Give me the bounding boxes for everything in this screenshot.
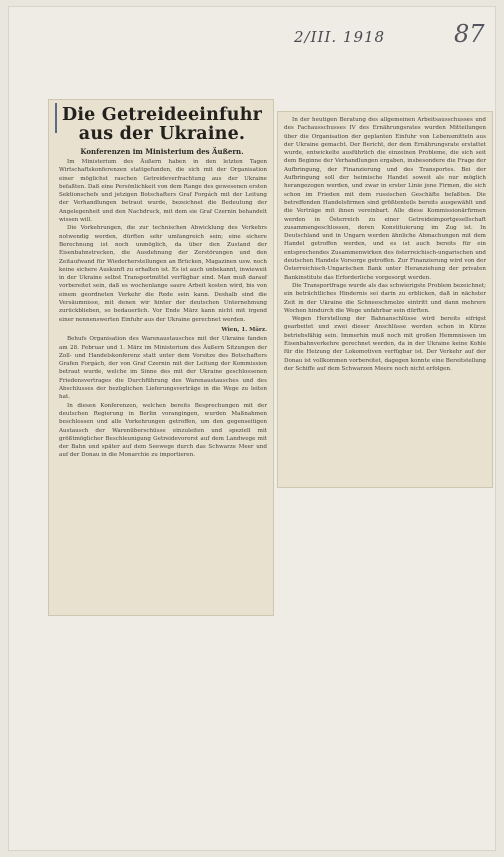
handwritten-page-number: 87 <box>454 20 485 48</box>
paragraph: In der heutigen Beratung des allgemeinen Arbeitsausschusses und des Fachausschusses IV des Ernährungsrates wurden Mitteilungen über die Organisation der geplanten Einfuhr von Lebensmitteln aus der Ukraine gemacht. Der Bericht, der dem Ernährungsrate erstattet wurde, entwickelte ausführlich die einzelnen Probleme, die sich seit dem Beginne der Verhandlungen ergaben, insbesondere die Frage der Aufbringung, der Finanzierung und des Transportes. Bei der Aufbringung soll der heimische Handel soweit als nur möglich herangezogen werden, und zwar in erster Linie jene Firmen, die sich schon im Frieden mit dem russischen Geschäfte befaßten. Die betreffenden Handelsfirmen sind größtenteils bereits ausgewählt und die Verträge mit ihnen vereinbart. Alle diese Kommissionärfirmen werden in Österreich zu einer Getreideimportgesellschaft zusammengeschlossen, deren Konstituierung im Zug ist. In Deutschland und in Ungarn werden ähnliche Abmachungen mit dem Handel getroffen werden, und es ist auch bereits für ein entsprechendes Zusammenwirken des österreichisch-ungarischen und deutschen Handels Vorsorge getroffen. Zur Finanzierung wird von der Österreichisch-Ungarischen Bank unter Heranziehung der privaten Bankinstitute das Erforderliche vorgesorgt werden. <box>284 117 486 281</box>
article-headline: Die Getreideeinfuhr aus der Ukraine. <box>61 105 263 144</box>
right-column-text <box>284 116 486 373</box>
dateline: Wien, 1. März. <box>221 326 267 333</box>
clipping-left-column <box>49 100 273 615</box>
clipping-right-column <box>278 112 492 487</box>
paragraph: Die Vorkehrungen, die zur technischen Abwicklung des Verkehrs notwendig werden, dürften sehr umfangreich sein; eine sichere Berechnung ist noch unmöglich, da über den Zustand der Eisenbahnstrecken, die Ausdehnung der Zerstörungen und den Zeitaufwand für Wiederherstellungen an Brücken, Magazinen usw. noch keine sichere Auskunft zu erhalten ist. Es ist auch unbekannt, inwieweit in der Ukraine selbst Transportmittel verfügbar sind. Man muß darauf vorbereitet sein, daß es wochenlange saure Arbeit kosten wird, bis von einem geordneten Verkehr die Rede sein kann. Deshalb sind die Versäumnisse, mit denen wir hinter der deutschen Unternehmung zurückblieben, so bedauerlich. Vor Ende März kann nicht mit irgend einer nennenswerten Einfuhr aus der Ukraine gerechnet werden. <box>59 225 267 323</box>
paragraph: Wegen Herstellung der Bahnanschlüsse wird bereits eifrigst gearbeitet und zwei dieser Anschlüsse werden schon in Kürze betriebsfähig sein. Immerhin muß noch mit großen Hemmnissen im Eisenbahnverkehre gerechnet werden, da in der Ukraine keine Kohle für die Heizung der Lokomotiven verfügbar ist. Der Verkehr auf der Donau ist vollkommen vorbereitet, dagegen konnte eine Bereitstellung der Schiffe auf dem Schwarzen Meere noch nicht erfolgen. <box>284 316 486 372</box>
headline-margin-mark <box>55 103 57 133</box>
paragraph: Die Transportfrage wurde als das schwierigste Problem bezeichnet; ein beträchtliches Hindernis sei darin zu erblicken, daß in nächster Zeit in der Ukraine die Schneeschmelze eintritt und dann mehrere Wochen hindurch die Wege unfahrbar sein dürften. <box>284 282 486 314</box>
paragraph: Behufs Organisation des Warenaustausches mit der Ukraine fanden am 28. Februar und 1. März im Ministerium des Äußern Sitzungen der Zoll- und Handelskonferenz statt unter dem Vorsitze des Botschafters Grafen Forgách, der von Graf Czernin mit der Leitung der Kommission betraut wurde, welche im Sinne des mit der Ukraine geschlossenen Friedensvertrages die Durchführung des Warenaustausches und des Abschlusses der bezüglichen Lieferungsverträge in die Wege zu leiten hat. <box>59 336 267 401</box>
paragraph: In diesen Konferenzen, welchen bereits Besprechungen mit der deutschen Regierung in Berlin vorangingen, wurden Maßnahmen beschlossen und alle Vorkehrungen getroffen, um den gegenseitigen Austausch der Warenüberschüsse einzuleiten und speziell mit größtmöglicher Beschleunigung Getreidevorerst auf dem Landwege mit der Bahn und später auf dem Seewege durch das Schwarze Meer und auf der Donau in die Monarchie zu importieren. <box>59 402 267 459</box>
left-column-text <box>59 158 267 460</box>
paragraph: Im Ministerium des Äußern haben in den letzten Tagen Wirtschaftskonferenzen stattgefunden, die sich mit der Organisation einer möglichst raschen Getreideverfrachtung aus der Ukraine befaßten. Daß eine Persönlichkeit von dem Range des gewesenen ersten Sektionschefs und jetzigen Botschafters Graf Forgách mit der Leitung der Verhandlungen betraut wurde, bezeichnet die Bedeutung der Angelegenheit und den Nachdruck, mit dem sie Graf Czernin behandelt wissen will. <box>59 159 267 224</box>
article-subheadline: Konferenzen im Ministerium des Äußern. <box>80 147 244 156</box>
handwritten-date: 2/III. 1918 <box>294 28 386 46</box>
